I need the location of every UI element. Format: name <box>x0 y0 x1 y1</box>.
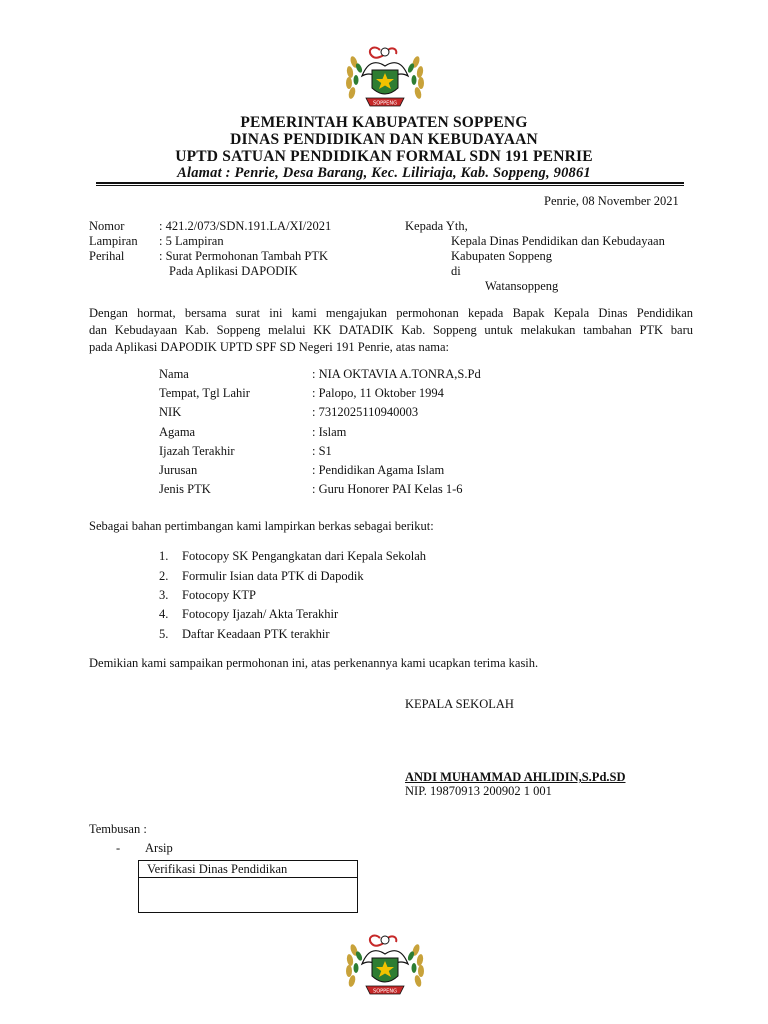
header-line-government: PEMERINTAH KABUPATEN SOPPENG <box>240 114 528 131</box>
identity-label-nama: Nama <box>159 367 189 381</box>
header-rule-thin <box>96 185 684 186</box>
verification-box-divider <box>139 877 357 878</box>
list-item: Fotocopy Ijazah/ Akta Terakhir <box>182 607 339 621</box>
signature-title: KEPALA SEKOLAH <box>405 697 514 711</box>
soppeng-logo-top <box>340 42 430 112</box>
closing-sentence: Demikian kami sampaikan permohonan ini, atas perkenannya kami ucapkan terima kasih. <box>89 656 539 670</box>
perihal-label: Perihal <box>89 249 125 263</box>
recipient-greeting: Kepada Yth, <box>405 219 468 233</box>
soppeng-logo-bottom <box>340 930 430 1000</box>
header-line-school: UPTD SATUAN PENDIDIKAN FORMAL SDN 191 PENRIE <box>175 148 593 165</box>
verification-box <box>138 860 358 913</box>
intro-paragraph <box>89 305 693 356</box>
header-address: Alamat : Penrie, Desa Barang, Kec. Liliriaja, Kab. Soppeng, 90861 <box>177 165 591 181</box>
tembusan-item: Arsip <box>145 841 173 855</box>
identity-value-jurusan: : Pendidikan Agama Islam <box>312 463 445 477</box>
list-item: Daftar Keadaan PTK terakhir <box>182 627 330 641</box>
header-rule-thick <box>96 182 684 184</box>
list-item-number: 4. <box>159 607 169 621</box>
list-item: Formulir Isian data PTK di Dapodik <box>182 569 364 583</box>
list-item-number: 1. <box>159 549 169 563</box>
list-item: Fotocopy KTP <box>182 588 256 602</box>
identity-label-ttl: Tempat, Tgl Lahir <box>159 386 250 400</box>
tembusan-dash: - <box>116 841 121 855</box>
recipient-line-1: Kepala Dinas Pendidikan dan Kebudayaan <box>451 234 665 248</box>
attachments-intro: Sebagai bahan pertimbangan kami lampirkan berkas sebagai berikut: <box>89 519 434 533</box>
svg-text:SOPPENG: SOPPENG <box>373 100 397 107</box>
list-item-number: 3. <box>159 588 169 602</box>
recipient-line-3: di <box>451 264 461 278</box>
identity-value-jenis-ptk: : Guru Honorer PAI Kelas 1-6 <box>312 482 463 496</box>
nomor-label: Nomor <box>89 219 125 233</box>
header-line-department: DINAS PENDIDIKAN DAN KEBUDAYAAN <box>230 131 538 148</box>
identity-label-nik: NIK <box>159 405 182 419</box>
verification-box-label: Verifikasi Dinas Pendidikan <box>147 862 288 876</box>
identity-label-agama: Agama <box>159 425 196 439</box>
intro-line-1: Dengan hormat, bersama surat ini kami mengajukan permohonan kepada Bapak Kepala Dinas Pendidikan <box>89 306 693 320</box>
list-item-number: 5. <box>159 627 169 641</box>
perihal-value-2: Pada Aplikasi DAPODIK <box>169 264 298 278</box>
svg-text:SOPPENG: SOPPENG <box>373 988 397 995</box>
list-item: Fotocopy SK Pengangkatan dari Kepala Sekolah <box>182 549 427 563</box>
identity-label-jurusan: Jurusan <box>159 463 198 477</box>
nomor-value: : 421.2/073/SDN.191.LA/XI/2021 <box>159 219 332 233</box>
signature-nip: NIP. 19870913 200902 1 001 <box>405 784 552 798</box>
identity-value-nik: : 7312025110940003 <box>312 405 419 419</box>
lampiran-value: : 5 Lampiran <box>159 234 224 248</box>
intro-line-2: dan Kebudayaan Kab. Soppeng melalui KK DATADIK Kab. Soppeng untuk melakukan tambahan PTK baru <box>89 323 693 337</box>
intro-line-3: pada Aplikasi DAPODIK UPTD SPF SD Negeri 191 Penrie, atas nama: <box>89 340 450 354</box>
identity-value-ijazah: : S1 <box>312 444 332 458</box>
recipient-line-4: Watansoppeng <box>485 279 559 293</box>
list-item-number: 2. <box>159 569 169 583</box>
recipient-line-2: Kabupaten Soppeng <box>451 249 553 263</box>
identity-label-ijazah: Ijazah Terakhir <box>159 444 235 458</box>
perihal-value-1: : Surat Permohonan Tambah PTK <box>159 249 329 263</box>
identity-value-nama: : NIA OKTAVIA A.TONRA,S.Pd <box>312 367 481 381</box>
tembusan-label: Tembusan : <box>89 822 147 836</box>
letter-date: Penrie, 08 November 2021 <box>544 194 679 208</box>
identity-value-ttl: : Palopo, 11 Oktober 1994 <box>312 386 444 400</box>
identity-label-jenis-ptk: Jenis PTK <box>159 482 211 496</box>
identity-value-agama: : Islam <box>312 425 347 439</box>
lampiran-label: Lampiran <box>89 234 138 248</box>
signature-name: ANDI MUHAMMAD AHLIDIN,S.Pd.SD <box>405 770 626 784</box>
